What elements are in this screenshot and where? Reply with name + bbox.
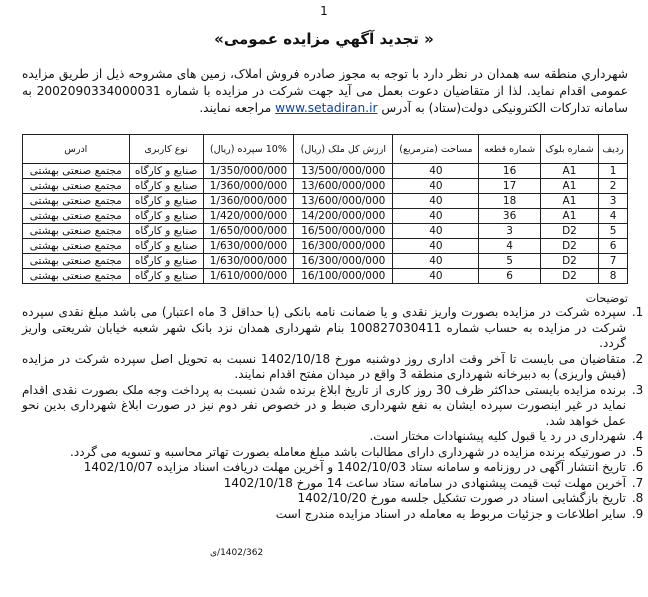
cell-area: 40: [393, 224, 479, 239]
table-row: [23, 209, 628, 224]
cell-parcel: 17: [479, 179, 540, 194]
cell-deposit: 1/360/000/000: [203, 194, 293, 209]
col-header-value: ارزش کل ملک (ريال): [294, 135, 393, 164]
list-item: 1. سپرده شرکت در مزايده بصورت واريز نقدی و يا ضمانت نامه بانکی (با حداقل 3 ماه اعتبار) می باشد مبلغ نقدی سپرده شرکت در مزایده به حساب شماره 100827030411 بنام شهرداری همدان نزد بانک شهر شعبه خیابان شریعتی واریز گردد.: [22, 305, 628, 352]
cell-value: 16/100/000/000: [294, 269, 393, 284]
cell-usage: صنايع و کارگاه: [129, 164, 203, 179]
cell-parcel: 5: [479, 254, 540, 269]
cell-area: 40: [393, 179, 479, 194]
cell-usage: صنايع و کارگاه: [129, 224, 203, 239]
cell-parcel: 4: [479, 239, 540, 254]
cell-address: مجتمع صنعتی بهشتی: [23, 269, 130, 284]
col-header-usage: نوع کاربری: [129, 135, 203, 164]
page-title: « تجديد آگهي مزايده عمومی»: [214, 30, 434, 48]
cell-usage: صنايع و کارگاه: [129, 179, 203, 194]
cell-address: مجتمع صنعتی بهشتی: [23, 254, 130, 269]
cell-area: 40: [393, 164, 479, 179]
table-row: [23, 194, 628, 209]
cell-row-number: 4: [599, 209, 628, 224]
cell-block: D2: [540, 254, 598, 269]
cell-row-number: 1: [599, 164, 628, 179]
list-item: 2. متقاضیان می بایست تا آخر وقت اداری روز دوشنبه مورخ 1402/10/18 نسبت به تحویل اصل سپرده شرکت در مزایده (فیش واریزی) به دبیرخانه شهرداری منطقه 3 واقع در میدان مفتح اقدام نمایند.: [22, 352, 628, 383]
col-header-parcel: شماره قطعه: [479, 135, 540, 164]
cell-value: 13/500/000/000: [294, 164, 393, 179]
cell-row-number: 5: [599, 224, 628, 239]
notes-heading: توضیحات: [585, 292, 628, 305]
cell-value: 14/200/000/000: [294, 209, 393, 224]
table-row: [23, 179, 628, 194]
intro-text-end: مراجعه نمایند.: [199, 101, 276, 115]
col-header-block: شماره بلوک: [540, 135, 598, 164]
cell-block: A1: [540, 179, 598, 194]
cell-area: 40: [393, 269, 479, 284]
cell-block: D2: [540, 239, 598, 254]
cell-deposit: 1/350/000/000: [203, 164, 293, 179]
cell-area: 40: [393, 254, 479, 269]
table-row: [23, 224, 628, 239]
cell-address: مجتمع صنعتی بهشتی: [23, 194, 130, 209]
cell-address: مجتمع صنعتی بهشتی: [23, 209, 130, 224]
intro-paragraph: [22, 66, 628, 117]
setadiran-link[interactable]: www.setadiran.ir: [275, 101, 378, 115]
cell-row-number: 8: [599, 269, 628, 284]
cell-block: A1: [540, 164, 598, 179]
cell-block: D2: [540, 269, 598, 284]
cell-area: 40: [393, 194, 479, 209]
cell-deposit: 1/420/000/000: [203, 209, 293, 224]
list-item: 7. آخرين مهلت ثبت قيمت پيشنهادی در سامانه ستاد ساعت 14 مورخ 1402/10/18: [22, 476, 628, 492]
list-item: 5. در صورتيکه برنده مزايده در شهرداری دارای مطالبات باشد مبلغ معامله بصورت تهاتر محاسبه و تسويه می گردد.: [22, 445, 628, 461]
footer-code: 1402/362/ی: [210, 548, 264, 558]
cell-row-number: 7: [599, 254, 628, 269]
cell-value: 13/600/000/000: [294, 179, 393, 194]
cell-deposit: 1/610/000/000: [203, 269, 293, 284]
list-item: 9. ساير اطلاعات و جزئيات مربوط به معامله در اسناد مزايده مندرج است: [22, 507, 628, 523]
table-header-row: [23, 135, 628, 164]
cell-address: مجتمع صنعتی بهشتی: [23, 224, 130, 239]
col-header-row-number: رديف: [599, 135, 628, 164]
notes-list: [22, 305, 648, 522]
table-row: [23, 254, 628, 269]
cell-parcel: 16: [479, 164, 540, 179]
cell-address: مجتمع صنعتی بهشتی: [23, 239, 130, 254]
cell-area: 40: [393, 209, 479, 224]
cell-deposit: 1/630/000/000: [203, 239, 293, 254]
cell-parcel: 18: [479, 194, 540, 209]
col-header-address: ادرس: [23, 135, 130, 164]
cell-usage: صنايع و کارگاه: [129, 254, 203, 269]
cell-block: A1: [540, 194, 598, 209]
cell-row-number: 6: [599, 239, 628, 254]
col-header-deposit: 10% سپرده (ريال): [203, 135, 293, 164]
cell-value: 13/600/000/000: [294, 194, 393, 209]
cell-block: A1: [540, 209, 598, 224]
cell-value: 16/500/000/000: [294, 224, 393, 239]
col-header-area: مساحت (مترمربع): [393, 135, 479, 164]
cell-row-number: 3: [599, 194, 628, 209]
cell-parcel: 6: [479, 269, 540, 284]
cell-area: 40: [393, 239, 479, 254]
cell-row-number: 2: [599, 179, 628, 194]
page-number: 1: [320, 4, 328, 18]
list-item: 6. تاريخ انتشار آگهی در روزنامه و سامانه ستاد 1402/10/03 و آخرين مهلت دريافت اسناد مزايده 1402/10/07: [22, 460, 628, 476]
cell-deposit: 1/360/000/000: [203, 179, 293, 194]
list-item: 8. تاريخ بازگشايی اسناد در صورت تشکيل جلسه مورخ 1402/10/20: [22, 491, 628, 507]
cell-parcel: 3: [479, 224, 540, 239]
cell-block: D2: [540, 224, 598, 239]
cell-value: 16/300/000/000: [294, 254, 393, 269]
table-row: [23, 164, 628, 179]
auction-table: [22, 134, 628, 284]
cell-address: مجتمع صنعتی بهشتی: [23, 179, 130, 194]
list-item: 3. برنده مزايده بايستی حداکثر ظرف 30 روز کاری از تاريخ ابلاغ برنده شدن نسبت به پرداخت وجه ملک بصورت نقدی اقدام نمايد در غير اينصورت سپرده ايشان به نفع شهرداری ضبط و در خصوص نفر دوم نيز در صورت ابلاغ شهرداری بدين نحو عمل خواهد شد.: [22, 383, 628, 430]
cell-address: مجتمع صنعتی بهشتی: [23, 164, 130, 179]
list-item: 4. شهرداری در رد يا قبول کليه پيشنهادات مختار است.: [22, 429, 628, 445]
table-row: [23, 239, 628, 254]
intro-text: شهرداري منطقه سه همدان در نظر دارد با توجه به مجوز صادره فروش املاک، زمین های مشروحه ذیل از طریق مزایده عمومی اقدام نماید. لذا از متقاضیان دعوت بعمل می آید جهت شرکت در مزایده با شماره 2002090334000031 به سامانه تدارکات الکترونیکی دولت(ستاد) به آدرس: [22, 67, 628, 115]
cell-usage: صنايع و کارگاه: [129, 194, 203, 209]
table-row: [23, 269, 628, 284]
cell-usage: صنايع و کارگاه: [129, 209, 203, 224]
cell-deposit: 1/630/000/000: [203, 254, 293, 269]
cell-deposit: 1/650/000/000: [203, 224, 293, 239]
cell-parcel: 36: [479, 209, 540, 224]
cell-usage: صنايع و کارگاه: [129, 239, 203, 254]
cell-value: 16/300/000/000: [294, 239, 393, 254]
cell-usage: صنايع و کارگاه: [129, 269, 203, 284]
